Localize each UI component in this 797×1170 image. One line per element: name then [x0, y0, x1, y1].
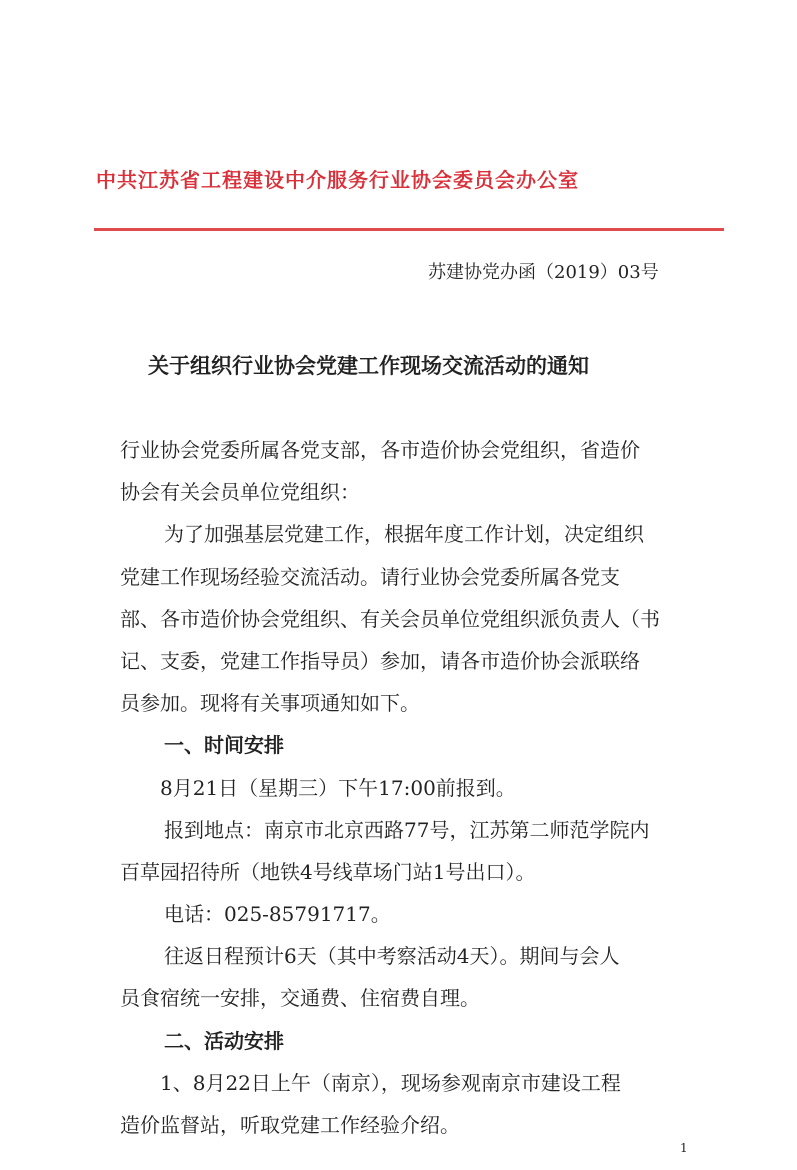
section-heading-time: 一、时间安排 [164, 733, 284, 757]
organization-header: 中共江苏省工程建设中介服务行业协会委员会办公室 [96, 168, 579, 192]
duration-line: 员食宿统一安排，交通费、住宿费自理。 [120, 986, 480, 1010]
addressee-line: 行业协会党委所属各党支部，各市造价协会党组织，省造价 [120, 438, 640, 462]
intro-line: 党建工作现场经验交流活动。请行业协会党委所属各党支 [120, 565, 620, 589]
section-heading-activity: 二、活动安排 [164, 1029, 284, 1053]
intro-line: 部、各市造价协会党组织、有关会员单位党组织派负责人（书 [120, 607, 660, 631]
addressee-line: 协会有关会员单位党组织： [120, 480, 360, 504]
location-line: 百草园招待所（地铁4号线草场门站1号出口）。 [120, 860, 536, 884]
intro-line: 记、支委，党建工作指导员）参加，请各市造价协会派联络 [120, 649, 640, 673]
document-title: 关于组织行业协会党建工作现场交流活动的通知 [148, 354, 589, 378]
intro-line: 员参加。现将有关事项通知如下。 [120, 691, 420, 715]
duration-line: 往返日程预计6天（其中考察活动4天）。期间与会人 [164, 944, 620, 968]
activity-item-line: 1、8月22日上午（南京），现场参观南京市建设工程 [160, 1071, 621, 1095]
location-line: 报到地点：南京市北京西路77号，江苏第二师范学院内 [164, 818, 650, 842]
page-number: 1 [680, 1141, 688, 1155]
intro-line: 为了加强基层党建工作，根据年度工作计划，决定组织 [164, 522, 644, 546]
phone-line: 电话：025-85791717。 [164, 902, 391, 926]
activity-item-line: 造价监督站，听取党建工作经验介绍。 [120, 1113, 460, 1137]
header-rule [94, 228, 724, 231]
document-number: 苏建协党办函（2019）03号 [428, 262, 659, 283]
time-line: 8月21日（星期三）下午17:00前报到。 [160, 776, 516, 800]
